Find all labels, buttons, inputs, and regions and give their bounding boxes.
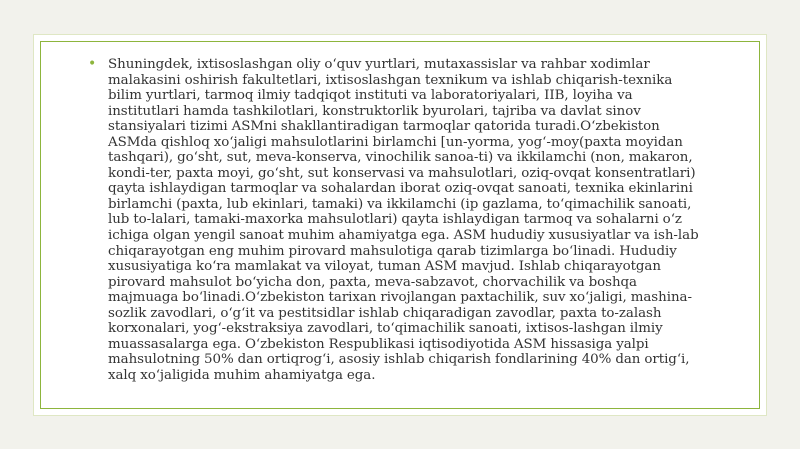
paragraph-lines [108, 57, 728, 383]
paragraph-line: mahsulotning 50% dan ortiqrogʻi, asosiy ishlab chiqarish fondlarining 40% dan ortigʻi, [108, 352, 690, 368]
paragraph-line: ASMda qishloq xoʻjaligi mahsulotlarini birlamchi [un-yorma, yogʻ-moy(paxta moyidan [108, 134, 683, 150]
slide-frame [33, 34, 767, 416]
paragraph-line: korxonalari, yogʻ-ekstraksiya zavodlari, toʻqimachilik sanoati, ixtisos-lashgan ilmiy [108, 321, 663, 337]
paragraph-line: ichiga olgan yengil sanoat muhim ahamiyatga ega. ASM hududiy xususiyatlar va ish-lab [108, 228, 699, 244]
paragraph-line: kondi-ter, paxta moyi, goʻsht, sut konservasi va mahsulotlari, oziq-ovqat konsentratlari) [108, 165, 696, 181]
paragraph-line: muassasalarga ega. Oʻzbekiston Respublikasi iqtisodiyotida ASM hissasiga yalpi [108, 336, 649, 352]
paragraph-line: bilim yurtlari, tarmoq ilmiy tadqiqot instituti va laboratoriyalari, IIB, loyiha va [108, 88, 633, 104]
bullet-marker: • [88, 56, 97, 72]
paragraph-line: xususiyatiga koʻra mamlakat va viloyat, tuman ASM mavjud. Ishlab chiqarayotgan [108, 259, 661, 275]
paragraph-line: stansiyalari tizimi ASMni shakllantiradigan tarmoqlar qatorida turadi.Oʻzbekiston [108, 119, 660, 135]
paragraph-line: pirovard mahsulot boʻyicha don, paxta, meva-sabzavot, chorvachilik va boshqa [108, 274, 637, 290]
bullet-paragraph [88, 56, 728, 383]
paragraph-line: institutlari hamda tashkilotlari, konstruktorlik byurolari, tajriba va davlat sinov [108, 103, 641, 119]
paragraph-line: Shuningdek, ixtisoslashgan oliy oʻquv yurtlari, mutaxassislar va rahbar xodimlar [108, 57, 650, 72]
paragraph-line: lub to-lalari, tamaki-maxorka mahsulotlari) qayta ishlaydigan tarmoq va sohalarni oʻz [108, 212, 682, 228]
paragraph-line: majmuaga boʻlinadi.Oʻzbekiston tarixan rivojlangan paxtachilik, suv xoʻjaligi, mashina- [108, 290, 692, 306]
paragraph-line: qayta ishlaydigan tarmoqlar va sohalardan iborat oziq-ovqat sanoati, texnika ekinlarini [108, 181, 693, 197]
paragraph-line: birlamchi (paxta, lub ekinlari, tamaki) va ikkilamchi (ip gazlama, toʻqimachilik sanoati, [108, 196, 692, 212]
paragraph-line: sozlik zavodlari, oʻgʻit va pestitsidlar ishlab chiqaradigan zavodlar, paxta to-zalash [108, 305, 662, 321]
paragraph-line: tashqari), goʻsht, sut, meva-konserva, vinochilik sanoa-ti) va ikkilamchi (non, makaron, [108, 150, 693, 166]
paragraph-line: xalq xoʻjaligida muhim ahamiyatga ega. [108, 367, 376, 383]
paragraph-line: malakasini oshirish fakultetlari, ixtisoslashgan texnikum va ishlab chiqarish-texnika [108, 72, 673, 88]
paragraph-line: chiqarayotgan eng muhim pirovard mahsulotiga qarab tizimlarga boʻlinadi. Hududiy [108, 243, 677, 259]
